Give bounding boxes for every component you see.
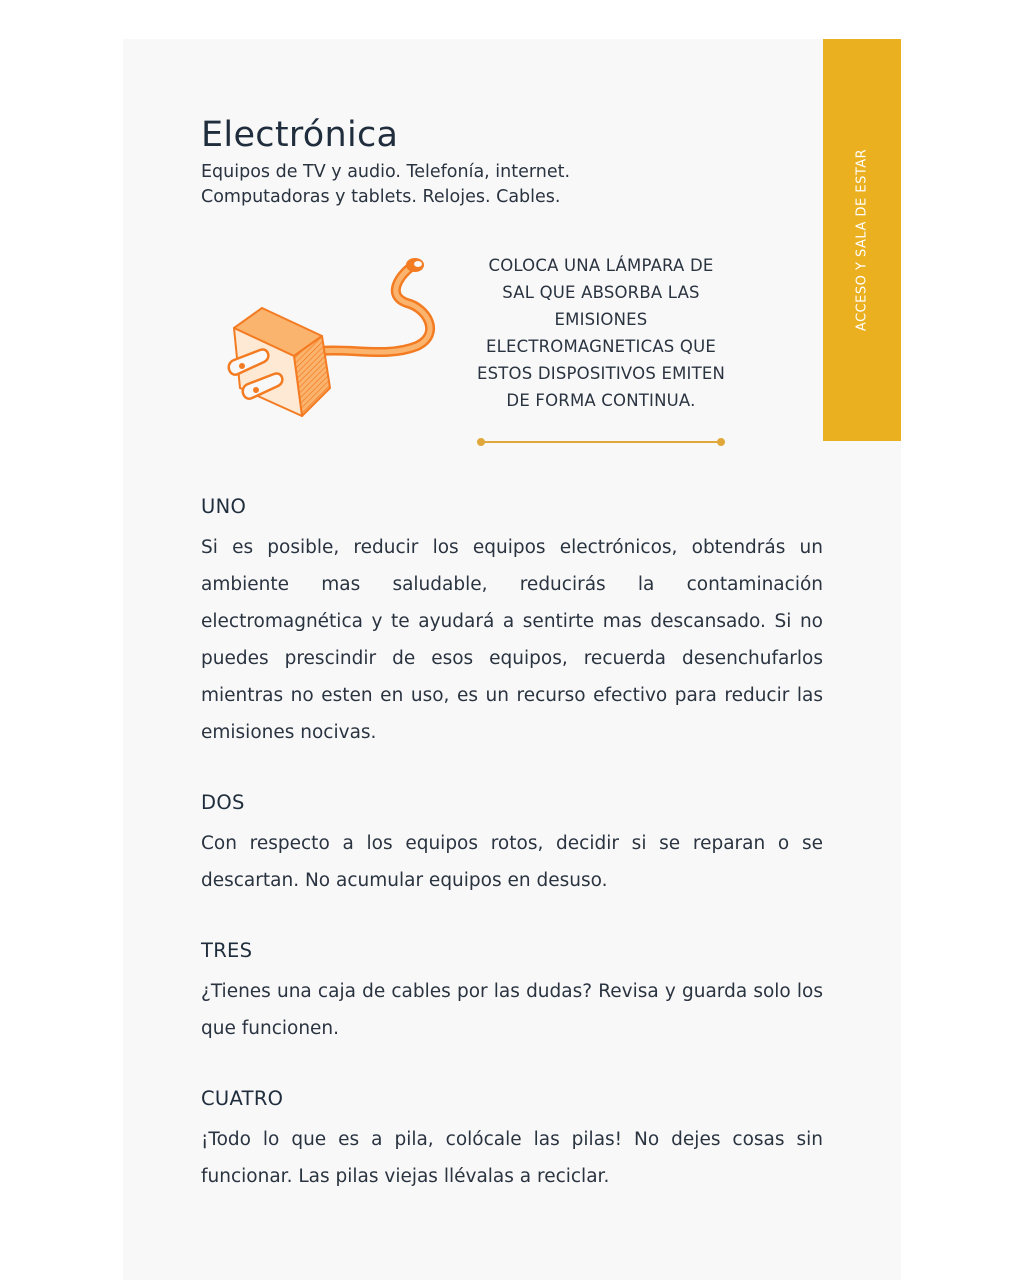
- page-subtitle: [201, 160, 721, 210]
- section-uno: [201, 492, 823, 751]
- subtitle-line: Equipos de TV y audio. Telefonía, internet.: [201, 162, 571, 182]
- section-heading: DOS: [201, 791, 245, 814]
- page-title: Electrónica: [201, 115, 399, 155]
- section-side-tab: [823, 39, 901, 441]
- tip-line: EMISIONES: [554, 310, 648, 329]
- section-body: Con respecto a los equipos rotos, decidir si se reparan o se descartan. No acumular equipos en desuso.: [201, 833, 823, 891]
- tip-callout: [455, 252, 747, 414]
- section-heading: CUATRO: [201, 1087, 284, 1110]
- section-body: ¿Tienes una caja de cables por las dudas? Revisa y guarda solo los que funcionen.: [201, 981, 823, 1039]
- section-heading: TRES: [201, 939, 253, 962]
- tip-line: DE FORMA CONTINUA.: [506, 391, 696, 410]
- tip-line: COLOCA UNA LÁMPARA DE: [488, 256, 714, 275]
- tip-line: ELECTROMAGNETICAS QUE: [485, 337, 717, 356]
- section-body: Si es posible, reducir los equipos electrónicos, obtendrás un ambiente mas saludable, reducirás la contaminación electromagnética y te ayudará a sentirte mas descansado. Si no puedes prescindir de esos equipos, recuerda desenchufarlos mientras no esten en uso, es un recurso efectivo para reducir las emisiones nocivas.: [201, 537, 823, 743]
- section-heading: UNO: [201, 495, 247, 518]
- tip-line: ESTOS DISPOSITIVOS EMITEN: [476, 364, 726, 383]
- side-tab-label: ACCESO Y SALA DE ESTAR: [854, 148, 870, 332]
- subtitle-line: Computadoras y tablets. Relojes. Cables.: [201, 187, 561, 207]
- section-body: ¡Todo lo que es a pila, colócale las pilas! No dejes cosas sin funcionar. Las pilas viejas llévalas a reciclar.: [201, 1129, 823, 1187]
- power-plug-icon: [212, 248, 442, 433]
- section-tres: [201, 936, 823, 1047]
- tip-line: SAL QUE ABSORBA LAS: [502, 283, 700, 302]
- tip-divider: [476, 436, 726, 448]
- section-dos: [201, 788, 823, 899]
- section-cuatro: [201, 1084, 823, 1195]
